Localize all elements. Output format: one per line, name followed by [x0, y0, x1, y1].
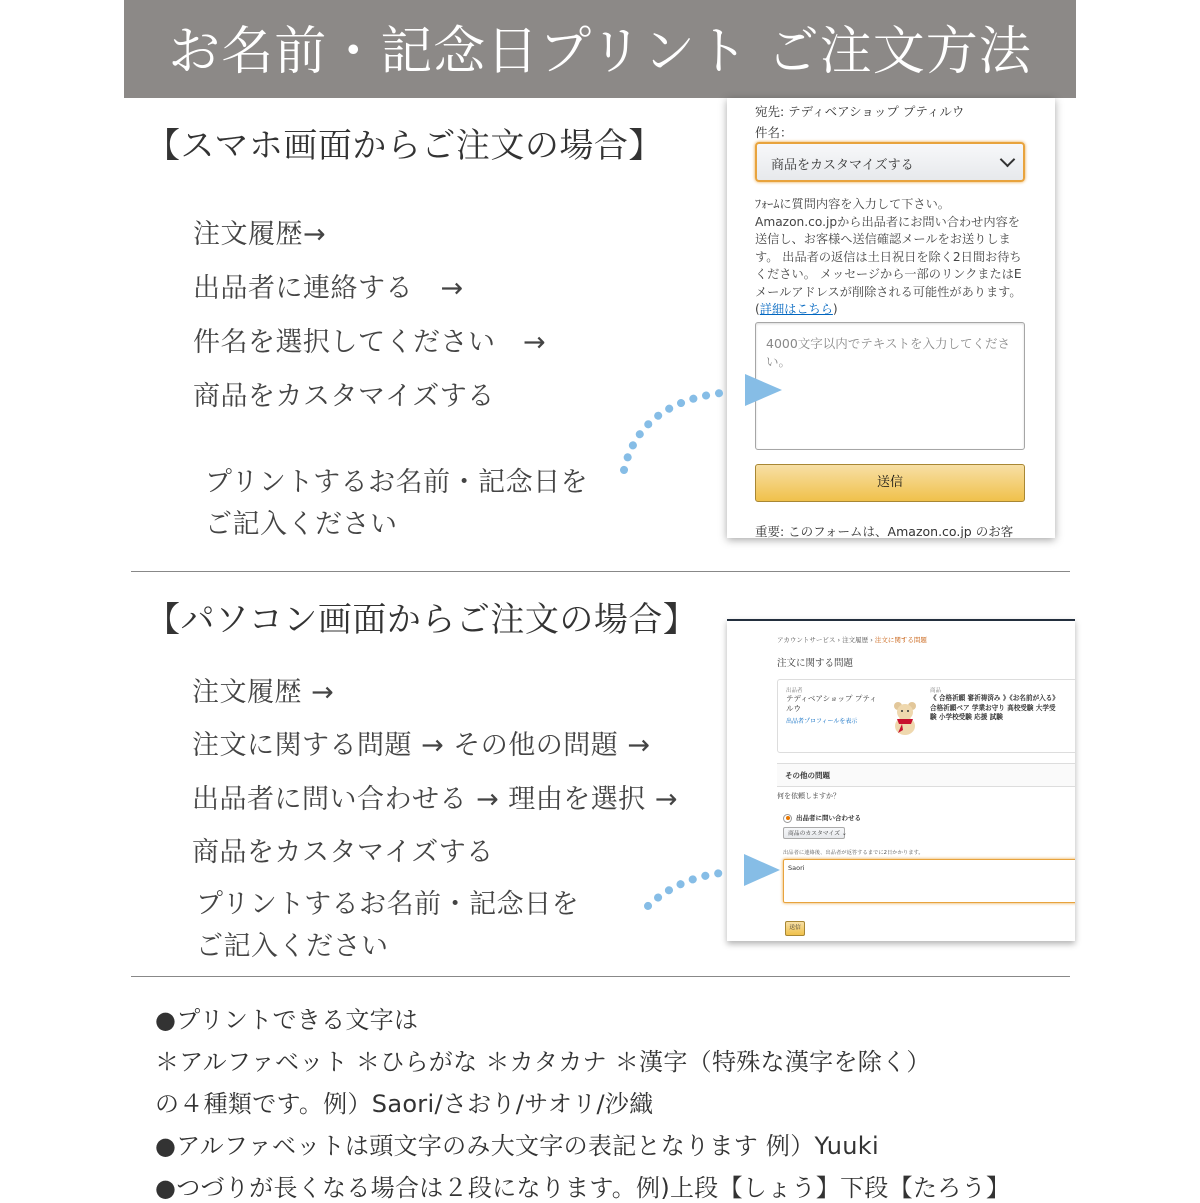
- dotted-arrow-icon: [640, 846, 800, 916]
- note-line-1: ●プリントできる文字は: [155, 1006, 419, 1034]
- form-description-text: ﾌｫｰﾑに質問内容を入力して下さい。Amazon.co.jpから出品者にお問い合わせ内容を送信し、お客様へ送信確認メールをお送りします。 出品者の返信は土日祝日を除く2日間お待ちください。 メッセージから一部のリンクまたはEメールアドレスが削除される可能性があります。(: [755, 197, 1022, 316]
- note-line-5: ●つづりが長くなる場合は２段になります。例)上段【しょう】下段【たろう】: [155, 1174, 1011, 1202]
- chevron-down-icon: [1000, 152, 1016, 168]
- reply-time-hint: 出品者に連絡後、出品者が返答するまでに2日かかります。: [783, 850, 924, 856]
- pc-note: [196, 884, 579, 968]
- message-textarea[interactable]: [783, 859, 1075, 903]
- seller-label: 出品者: [786, 688, 803, 694]
- dotted-arrow-icon: [610, 370, 790, 480]
- send-button[interactable]: 送信: [785, 921, 805, 936]
- note-line-3: の４種類です。例）Saori/さおり/サオリ/沙織: [155, 1090, 654, 1118]
- subject-label: 件名：: [755, 125, 793, 140]
- smartphone-note-line-1: プリントするお名前・記念日を: [205, 467, 589, 498]
- details-link[interactable]: 詳細はこちら: [759, 302, 833, 316]
- pc-step-1: 注文履歴 →: [192, 677, 335, 708]
- pc-step-4: 商品をカスタマイズする: [192, 837, 494, 868]
- teddy-bear-icon: [890, 700, 920, 736]
- pc-note-line-1: プリントするお名前・記念日を: [196, 889, 580, 920]
- breadcrumb-path[interactable]: アカウントサービス › 注文履歴 ›: [777, 636, 875, 644]
- smartphone-note: [205, 462, 588, 546]
- other-issue-header: [777, 763, 1075, 787]
- seller-name: テディベアショップ プティルウ: [786, 694, 877, 713]
- page-banner-title: お名前・記念日プリント ご注文方法: [124, 0, 1076, 98]
- message-textarea-placeholder: 4000文字以内でテキストを入力してください。: [766, 336, 1011, 369]
- contact-seller-option[interactable]: [783, 813, 861, 823]
- pc-step-3: 出品者に問い合わせる → 理由を選択 →: [192, 784, 678, 815]
- form-description-end: ): [832, 302, 838, 316]
- section-divider: [131, 571, 1070, 572]
- order-card: [777, 679, 1075, 753]
- request-question: 何を依頼しますか？: [777, 792, 840, 800]
- pc-step-2: 注文に関する問題 → その他の問題 →: [192, 730, 651, 761]
- page-title: 注文に関する問題: [777, 658, 854, 669]
- send-button[interactable]: 送信: [755, 464, 1025, 502]
- form-description: [755, 196, 1031, 319]
- note-line-2: ＊アルファベット ＊ひらがな ＊カタカナ ＊漢字（特殊な漢字を除く）: [155, 1048, 931, 1076]
- smartphone-note-line-2: ご記入ください: [205, 509, 398, 540]
- other-issue-title: その他の問題: [785, 771, 830, 780]
- pc-note-line-2: ご記入ください: [196, 931, 389, 962]
- product-label: 商品: [930, 688, 942, 694]
- message-textarea[interactable]: [755, 322, 1025, 450]
- seller-profile-link[interactable]: 出品者プロフィールを表示: [786, 718, 858, 725]
- note-line-4: ●アルファベットは頭文字のみ大文字の表記となります 例）Yuuki: [155, 1132, 879, 1160]
- breadcrumb: [777, 635, 927, 644]
- breadcrumb-current: 注文に関する問題: [874, 636, 927, 644]
- smartphone-step-2: 出品者に連絡する →: [193, 273, 464, 304]
- contact-seller-label: 出品者に問い合わせる: [796, 814, 861, 822]
- message-textarea-value: Saori: [788, 864, 805, 872]
- smartphone-step-1: 注文履歴→: [193, 219, 327, 250]
- section-divider: [131, 976, 1070, 977]
- recipient-line: 宛先: テディベアショップ プティルウ: [755, 104, 965, 119]
- smartphone-step-3: 件名を選択してください →: [193, 327, 547, 358]
- radio-selected-icon[interactable]: [783, 814, 792, 823]
- important-notice: 重要: このフォームは、Amazon.co.jp のお客: [755, 524, 1014, 538]
- smartphone-step-4: 商品をカスタマイズする: [193, 381, 495, 412]
- pc-section-heading: 【パソコン画面からご注文の場合】: [146, 600, 698, 640]
- product-name[interactable]: 《 合格祈願 審祈祷済み 》《お名前が入る》合格祈願ベア 学業お守り 高校受験 大学受験 小学校受験 応援 試験: [930, 694, 1059, 721]
- smartphone-section-heading: 【スマホ画面からご注文の場合】: [146, 126, 663, 166]
- subject-select[interactable]: [755, 142, 1025, 182]
- subject-select-value: 商品をカスタマイズする: [771, 158, 914, 173]
- reason-select[interactable]: 商品のカスタマイズ ⌄: [783, 827, 845, 839]
